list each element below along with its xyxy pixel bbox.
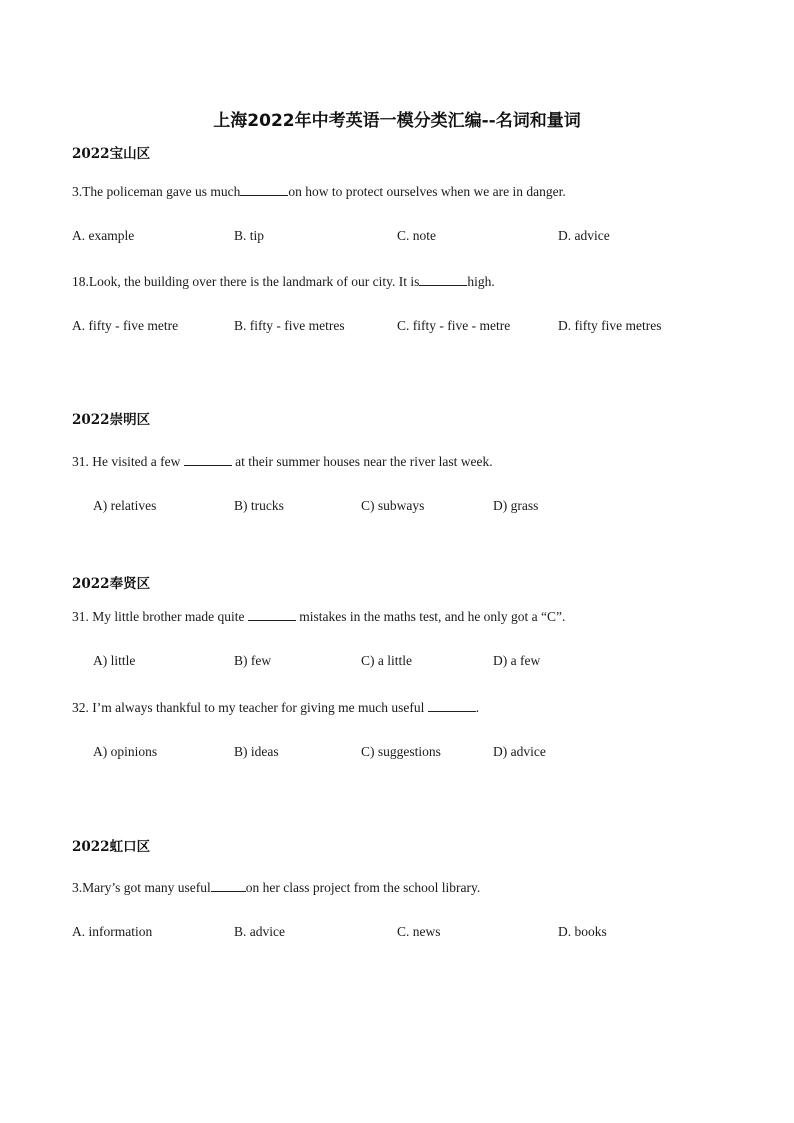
question-text-after: on her class project from the school library. <box>245 880 481 895</box>
option-b: B) ideas <box>234 744 279 759</box>
option-c: C) a little <box>361 653 412 668</box>
question-3-hongkou <box>72 879 480 896</box>
question-text-after: on how to protect ourselves when we are in danger. <box>288 184 566 199</box>
answer-blank <box>248 608 296 621</box>
option-d: D. fifty five metres <box>558 318 662 333</box>
option-c: C) suggestions <box>361 744 441 759</box>
section-heading-hongkou: 2022虹口区 <box>72 839 151 855</box>
section-heading-baoshan: 2022宝山区 <box>72 146 151 162</box>
option-c: C. news <box>397 924 441 939</box>
option-b: B) trucks <box>234 498 284 513</box>
question-text-before: 3.Mary’s got many useful <box>72 880 211 895</box>
question-text-before: 3.The policeman gave us much <box>72 184 241 199</box>
question-text-after: . <box>475 700 480 715</box>
option-d: D) grass <box>493 498 539 513</box>
answer-blank <box>211 879 246 892</box>
answer-blank <box>240 183 288 196</box>
option-c: C. note <box>397 228 436 243</box>
option-b: B. tip <box>234 228 265 243</box>
option-a: A) little <box>93 653 136 668</box>
option-d: D) advice <box>493 744 546 759</box>
option-c: C) subways <box>361 498 425 513</box>
option-b: B. fifty - five metres <box>234 318 345 333</box>
question-text-before: 18.Look, the building over there is the landmark of our city. It is <box>72 274 420 289</box>
question-31-chongming <box>72 453 493 470</box>
document-title: 上海2022年中考英语一模分类汇编--名词和量词 <box>213 111 581 131</box>
question-text-after: mistakes in the maths test, and he only got a “C”. <box>295 609 566 624</box>
question-18-baoshan <box>72 273 495 290</box>
question-text-before: 32. I’m always thankful to my teacher for giving me much useful <box>72 700 428 715</box>
section-heading-chongming: 2022崇明区 <box>72 412 151 428</box>
option-d: D. books <box>558 924 607 939</box>
option-a: A. example <box>72 228 135 243</box>
option-a: A) opinions <box>93 744 158 759</box>
question-text-after: high. <box>467 274 495 289</box>
section-heading-fengxian: 2022奉贤区 <box>72 576 151 592</box>
option-b: B) few <box>234 653 272 668</box>
option-c: C. fifty - five - metre <box>397 318 511 333</box>
option-a: A. fifty - five metre <box>72 318 179 333</box>
question-3-baoshan <box>72 183 566 200</box>
answer-blank <box>184 453 232 466</box>
question-31-fengxian <box>72 608 565 625</box>
question-text-before: 31. My little brother made quite <box>72 609 248 624</box>
option-a: A. information <box>72 924 153 939</box>
option-d: D. advice <box>558 228 610 243</box>
answer-blank <box>428 699 476 712</box>
answer-blank <box>419 273 467 286</box>
question-32-fengxian <box>72 699 479 716</box>
option-a: A) relatives <box>93 498 157 513</box>
question-text-before: 31. He visited a few <box>72 454 184 469</box>
option-d: D) a few <box>493 653 541 668</box>
option-b: B. advice <box>234 924 285 939</box>
question-text-after: at their summer houses near the river last week. <box>231 454 493 469</box>
